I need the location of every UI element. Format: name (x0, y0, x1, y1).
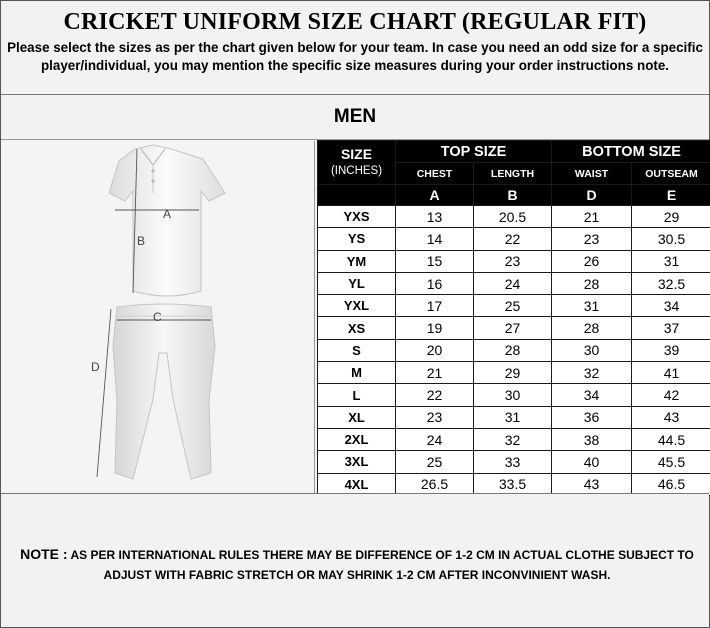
section-band (1, 96, 709, 140)
outseam-cell: 43 (632, 406, 710, 428)
chest-cell: 21 (396, 362, 474, 384)
outseam-cell: 39 (632, 339, 710, 361)
table-row (318, 428, 710, 450)
outseam-cell: 45.5 (632, 451, 710, 473)
length-cell: 31 (474, 406, 552, 428)
table-row (318, 451, 710, 473)
chest-cell: 14 (396, 228, 474, 250)
length-cell: 24 (474, 272, 552, 294)
note-text: AS PER INTERNATIONAL RULES THERE MAY BE DIFFERENCE OF 1-2 CM IN ACTUAL CLOTHE SUBJECT TO ADJUST WITH FABRIC STRETCH OR MAY SHRINK 1-2 CM AFTER INCONVINIENT WASH. (70, 548, 694, 582)
outseam-cell: 30.5 (632, 228, 710, 250)
table-row (318, 473, 710, 495)
size-cell: YXL (318, 295, 396, 317)
table-row (318, 272, 710, 294)
size-cell: L (318, 384, 396, 406)
length-cell: 27 (474, 317, 552, 339)
size-cell: XL (318, 406, 396, 428)
intro-text: Please select the sizes as per the chart given below for your team. In case you need an odd size for a specific player/individual, you may mention the specific size measures during your order instructions note. (7, 40, 703, 73)
waist-cell: 32 (552, 362, 632, 384)
size-cell: YXS (318, 206, 396, 228)
chest-cell: 25 (396, 451, 474, 473)
size-cell: YL (318, 272, 396, 294)
outseam-cell: 37 (632, 317, 710, 339)
uniform-drawing (3, 141, 315, 493)
note-heading: NOTE : (20, 546, 68, 562)
col-length-header: LENGTH (474, 163, 552, 185)
waist-cell: 43 (552, 473, 632, 495)
waist-cell: 38 (552, 428, 632, 450)
col-outseam-header: OUTSEAM (632, 163, 710, 185)
waist-cell: 31 (552, 295, 632, 317)
length-cell: 32 (474, 428, 552, 450)
size-cell: 2XL (318, 428, 396, 450)
outseam-cell: 42 (632, 384, 710, 406)
chest-cell: 26.5 (396, 473, 474, 495)
length-cell: 30 (474, 384, 552, 406)
col-chest-header: CHEST (396, 163, 474, 185)
waist-cell: 36 (552, 406, 632, 428)
waist-cell: 34 (552, 384, 632, 406)
waist-cell: 23 (552, 228, 632, 250)
size-header-unit: (INCHES) (330, 164, 383, 177)
chest-cell: 16 (396, 272, 474, 294)
footer-note (15, 544, 699, 585)
table-row (318, 317, 710, 339)
bottom-size-header: BOTTOM SIZE (552, 141, 710, 163)
length-cell: 33 (474, 451, 552, 473)
chest-cell: 17 (396, 295, 474, 317)
outseam-cell: 29 (632, 206, 710, 228)
chart-title: CRICKET UNIFORM SIZE CHART (REGULAR FIT) (63, 9, 647, 35)
size-cell: S (318, 339, 396, 361)
table-row (318, 362, 710, 384)
marker-a: A (163, 207, 172, 221)
length-cell: 28 (474, 339, 552, 361)
uniform-illustration (3, 141, 315, 493)
chart-header (1, 1, 709, 95)
table-row (318, 384, 710, 406)
size-cell: 3XL (318, 451, 396, 473)
col-outseam-letter: E (632, 185, 710, 206)
chest-cell: 15 (396, 250, 474, 272)
table-row (318, 406, 710, 428)
pants-shape (113, 304, 215, 479)
outseam-cell: 44.5 (632, 428, 710, 450)
outseam-cell: 41 (632, 362, 710, 384)
waist-cell: 26 (552, 250, 632, 272)
col-length-letter: B (474, 185, 552, 206)
waist-cell: 28 (552, 317, 632, 339)
col-waist-header: WAIST (552, 163, 632, 185)
outseam-cell: 34 (632, 295, 710, 317)
section-label-men: MEN (333, 106, 377, 127)
size-cell: 4XL (318, 473, 396, 495)
outseam-cell: 31 (632, 250, 710, 272)
marker-d: D (91, 360, 100, 374)
letter-blank (318, 185, 396, 206)
waist-cell: 28 (552, 272, 632, 294)
size-cell: YS (318, 228, 396, 250)
size-header-label: SIZE (340, 145, 373, 162)
length-cell: 22 (474, 228, 552, 250)
length-cell: 23 (474, 250, 552, 272)
length-cell: 25 (474, 295, 552, 317)
size-header (318, 141, 396, 185)
chest-cell: 23 (396, 406, 474, 428)
chest-cell: 20 (396, 339, 474, 361)
marker-c: C (153, 310, 162, 324)
size-table (317, 140, 710, 496)
col-chest-letter: A (396, 185, 474, 206)
col-waist-letter: D (552, 185, 632, 206)
table-row (318, 206, 710, 228)
table-row (318, 295, 710, 317)
chest-cell: 24 (396, 428, 474, 450)
chest-cell: 19 (396, 317, 474, 339)
waist-cell: 40 (552, 451, 632, 473)
table-row (318, 228, 710, 250)
waist-cell: 30 (552, 339, 632, 361)
length-cell: 29 (474, 362, 552, 384)
chest-cell: 13 (396, 206, 474, 228)
footer-panel (1, 493, 709, 627)
outseam-cell: 32.5 (632, 272, 710, 294)
size-cell: M (318, 362, 396, 384)
waist-cell: 21 (552, 206, 632, 228)
size-cell: YM (318, 250, 396, 272)
length-cell: 20.5 (474, 206, 552, 228)
chest-cell: 22 (396, 384, 474, 406)
outseam-cell: 46.5 (632, 473, 710, 495)
length-cell: 33.5 (474, 473, 552, 495)
size-cell: XS (318, 317, 396, 339)
top-size-header: TOP SIZE (396, 141, 552, 163)
table-row (318, 250, 710, 272)
table-row (318, 339, 710, 361)
size-rows (318, 206, 710, 496)
marker-b: B (137, 234, 146, 248)
